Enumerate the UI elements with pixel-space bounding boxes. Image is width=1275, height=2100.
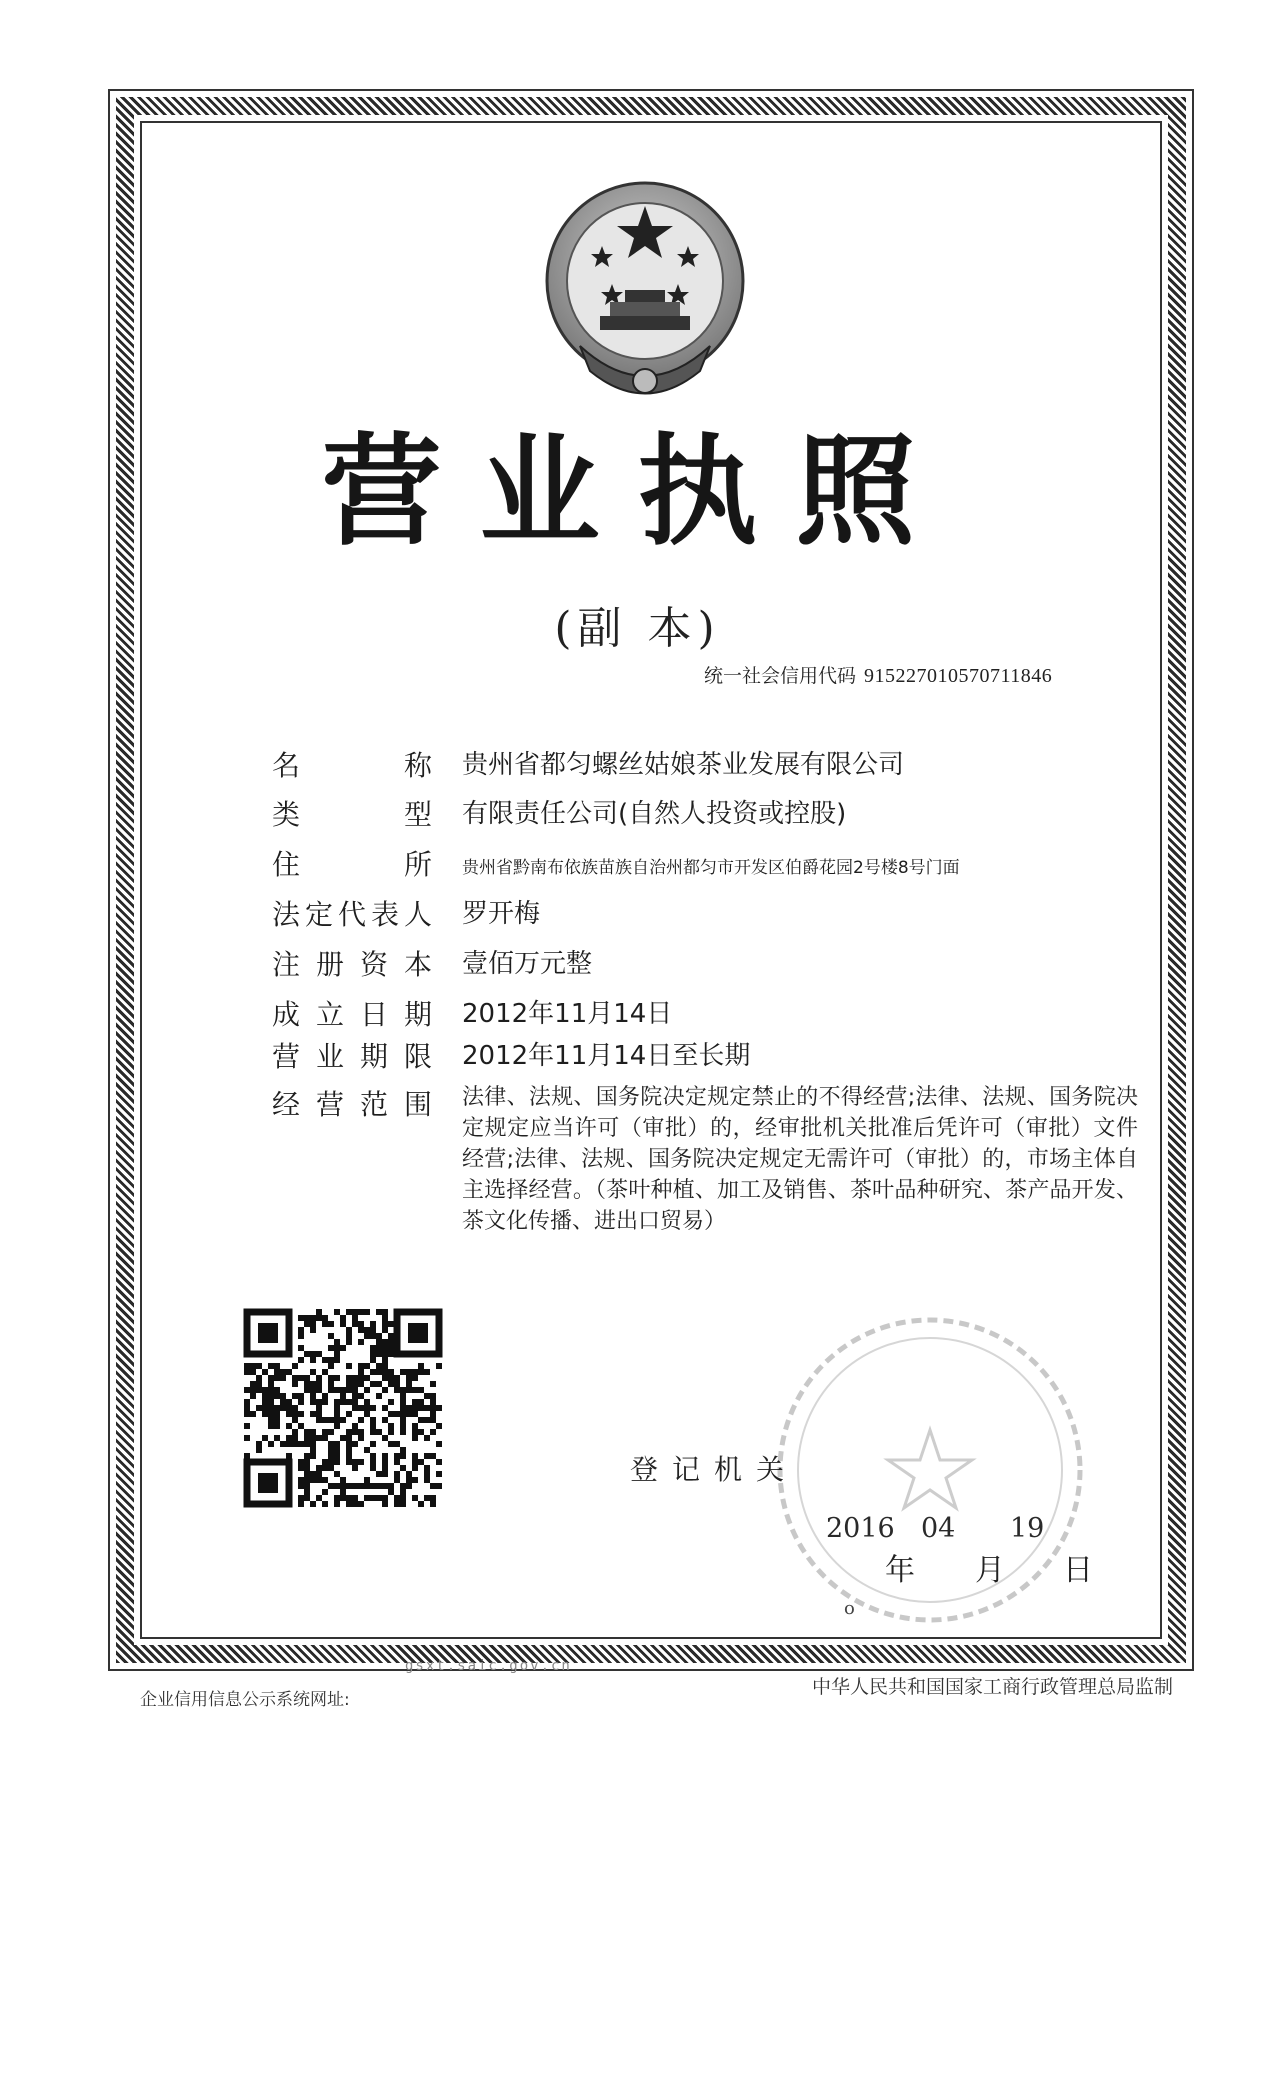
date-year-label: 年 xyxy=(885,1553,915,1588)
field-value: 贵州省都匀螺丝姑娘茶业发展有限公司 xyxy=(462,750,905,780)
date-month-label: 月 xyxy=(975,1553,1005,1588)
field-label: 经 营 范 围 xyxy=(272,1088,432,1121)
field-value: 壹佰万元整 xyxy=(462,949,593,979)
field-label: 住 所 xyxy=(272,848,432,881)
field-row-name xyxy=(272,744,905,788)
field-value: 罗开梅 xyxy=(462,899,541,929)
field-row-established xyxy=(272,993,673,1037)
field-row-capital xyxy=(272,943,593,987)
date-day-label: 日 xyxy=(1063,1553,1093,1588)
credit-code xyxy=(704,661,1052,688)
field-label: 类 型 xyxy=(272,798,432,831)
field-row-scope xyxy=(272,1083,432,1127)
field-row-term xyxy=(272,1035,751,1079)
supervision-note: 中华人民共和国国家工商行政管理总局监制 xyxy=(812,1676,1174,1698)
field-label: 成 立 日 期 xyxy=(272,998,432,1031)
field-row-type xyxy=(272,793,847,837)
date-year: 2016 xyxy=(826,1513,895,1544)
field-value: 2012年11月14日至长期 xyxy=(462,1041,751,1071)
date-day: 19 xyxy=(1010,1513,1045,1544)
document-subtitle: (副 本) xyxy=(554,603,721,654)
credit-code-value: 915227010570711846 xyxy=(864,665,1053,687)
field-value: 2012年11月14日 xyxy=(462,999,673,1029)
field-row-address xyxy=(272,843,960,887)
field-row-legal-rep xyxy=(272,893,541,937)
field-label: 名 称 xyxy=(272,749,432,782)
registration-authority: 登记机关 xyxy=(630,1453,799,1486)
document-title: 营业执照 xyxy=(321,421,954,562)
national-emblem-icon xyxy=(540,176,750,402)
date-month: 04 xyxy=(921,1513,956,1544)
field-value: 贵州省黔南布依族苗族自治州都匀市开发区伯爵花园2号楼8号门面 xyxy=(462,858,960,878)
footer-url[interactable]: gsxt.saic.gov.cn xyxy=(405,1658,572,1674)
business-scope-text: 法律、法规、国务院决定规定禁止的不得经营;法律、法规、国务院决定规定应当许可（审批）的，经审批机关批准后凭许可（审批）文件经营;法律、法规、国务院决定规定无需许可（审批）的，市场主体自主选择经营。（茶叶种植、加工及销售、茶叶品种研究、茶产品开发、茶文化传播、进出口贸易） xyxy=(462,1085,1138,1234)
official-seal-stamp xyxy=(770,1310,1090,1630)
field-label: 注 册 资 本 xyxy=(272,948,432,981)
footer-url-label: 企业信用信息公示系统网址: xyxy=(140,1690,350,1710)
field-label: 营 业 期 限 xyxy=(272,1040,432,1073)
stray-mark: o xyxy=(844,1598,855,1619)
field-label: 法 定 代 表 人 xyxy=(272,898,432,931)
qr-code[interactable] xyxy=(243,1308,443,1508)
credit-code-label: 统一社会信用代码 xyxy=(704,665,857,687)
field-value: 有限责任公司(自然人投资或控股) xyxy=(462,799,847,829)
